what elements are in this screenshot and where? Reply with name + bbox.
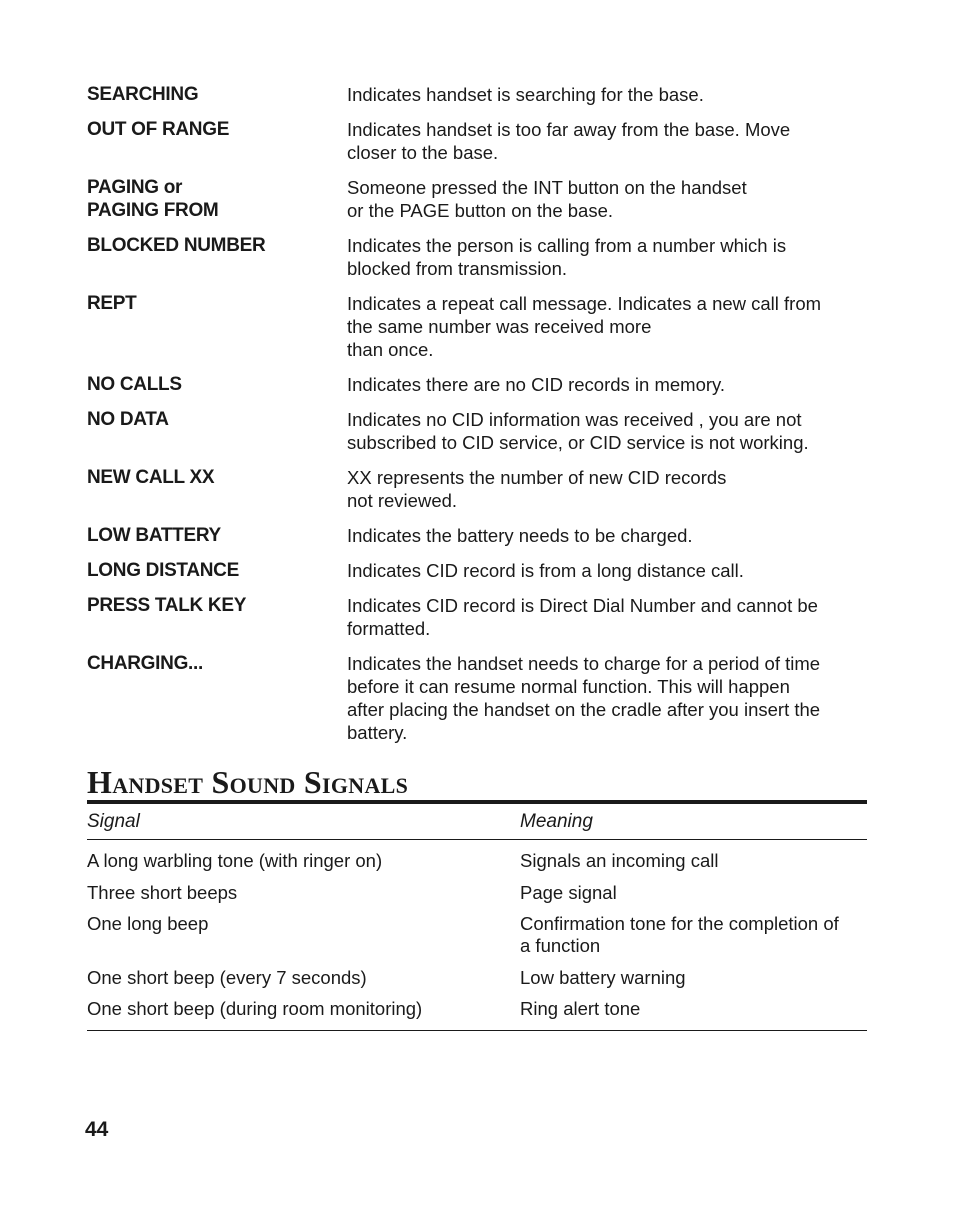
description: Indicates the person is calling from a number which is blocked from transmission. <box>347 235 787 279</box>
table-body <box>87 840 867 1031</box>
display-messages-list <box>87 83 867 756</box>
term: OUT OF RANGE <box>87 119 230 140</box>
meaning-cell: Page signal <box>520 881 617 903</box>
term: LOW BATTERY <box>87 525 221 546</box>
signal-cell: Three short beeps <box>87 881 238 903</box>
description: Indicates CID record is from a long distance call. <box>347 560 744 581</box>
description: Indicates a repeat call message. Indicates a new call from the same number was received more than once. <box>347 293 822 360</box>
description: Indicates handset is too far away from the base. Move closer to the base. <box>347 119 791 163</box>
term: SEARCHING <box>87 84 199 105</box>
signal-cell: One short beep (during room monitoring) <box>87 998 423 1019</box>
table-row <box>87 913 867 957</box>
term: PAGING or PAGING FROM <box>87 177 219 221</box>
section-title: Handset Sound Signals <box>87 764 867 804</box>
signal-cell: A long warbling tone (with ringer on) <box>87 850 383 871</box>
header-meaning: Meaning <box>520 811 593 832</box>
definition-row <box>87 118 867 164</box>
header-signal: Signal <box>87 811 140 832</box>
signal-cell: One long beep <box>87 913 209 934</box>
definition-row <box>87 408 867 454</box>
meaning-cell: Low battery warning <box>520 966 686 988</box>
description: Indicates the battery needs to be charged. <box>347 525 693 546</box>
table-row <box>87 882 867 904</box>
term: REPT <box>87 293 137 314</box>
description: Indicates CID record is Direct Dial Number and cannot be formatted. <box>347 595 818 639</box>
definition-row <box>87 373 867 396</box>
definition-row <box>87 466 867 512</box>
term: PRESS TALK KEY <box>87 595 247 616</box>
definition-row <box>87 524 867 547</box>
term: NO CALLS <box>87 374 182 395</box>
table-row <box>87 998 867 1020</box>
meaning-cell: Signals an incoming call <box>520 850 719 871</box>
description: Indicates there are no CID records in memory. <box>347 374 726 395</box>
sound-signals-table <box>87 810 867 1031</box>
description: Indicates the handset needs to charge for a period of time before it can resume normal function. This will happen after placing the handset on the cradle after you insert the battery. <box>347 653 821 743</box>
definition-row <box>87 234 867 280</box>
term: CHARGING... <box>87 653 203 674</box>
term: NO DATA <box>87 409 169 430</box>
definition-row <box>87 559 867 582</box>
definition-row <box>87 176 867 222</box>
signal-cell: One short beep (every 7 seconds) <box>87 966 367 988</box>
definition-row <box>87 594 867 640</box>
meaning-cell: Confirmation tone for the completion of a function <box>520 913 839 956</box>
definition-row <box>87 83 867 106</box>
description: Indicates handset is searching for the base. <box>347 84 704 105</box>
description: Someone pressed the INT button on the handset or the PAGE button on the base. <box>347 177 747 221</box>
table-row <box>87 850 867 872</box>
term: LONG DISTANCE <box>87 560 239 581</box>
table-row <box>87 967 867 989</box>
term: BLOCKED NUMBER <box>87 235 266 256</box>
meaning-cell: Ring alert tone <box>520 998 641 1019</box>
definition-row <box>87 652 867 744</box>
term: NEW CALL XX <box>87 467 215 488</box>
description: XX represents the number of new CID records not reviewed. <box>347 467 727 511</box>
definition-row <box>87 292 867 361</box>
page-number: 44 <box>85 1118 109 1141</box>
description: Indicates no CID information was received , you are not subscribed to CID service, or CID service is not working. <box>347 409 809 453</box>
table-header <box>87 810 867 840</box>
